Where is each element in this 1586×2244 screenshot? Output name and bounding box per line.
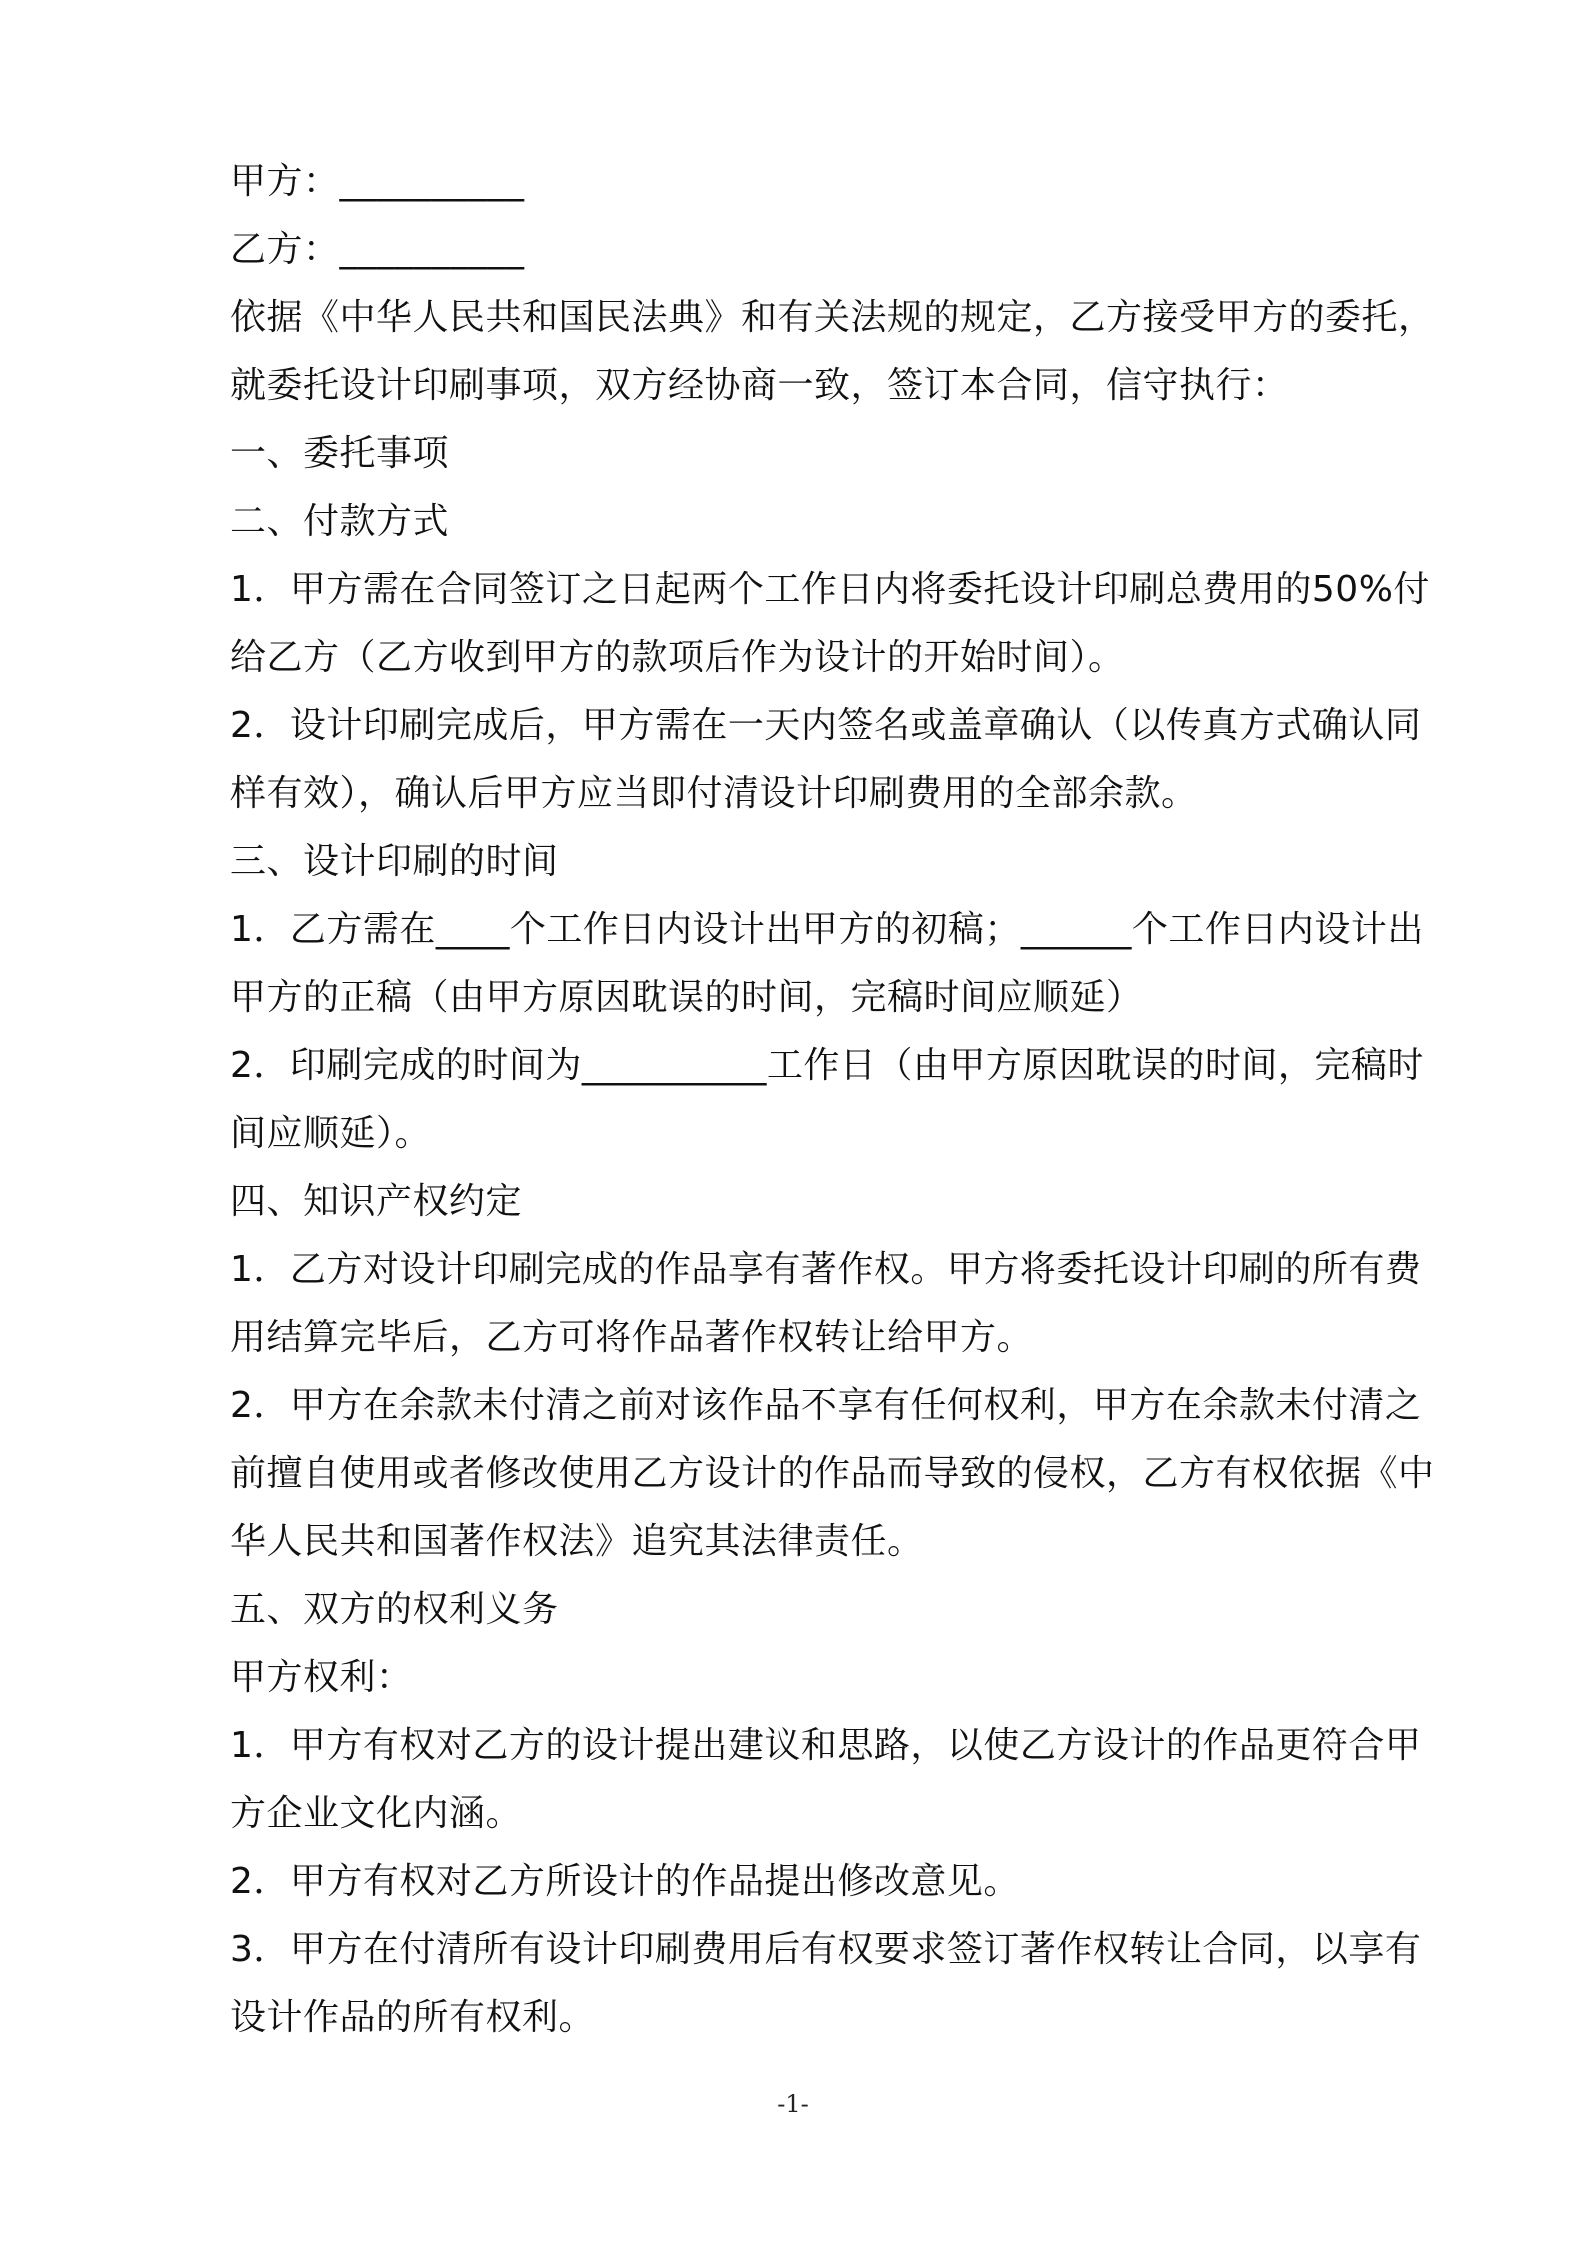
section-heading: 三、设计印刷的时间 [230, 841, 559, 882]
clause-line: 间应顺延）。 [230, 1113, 432, 1154]
clause-line: 2．甲方有权对乙方所设计的作品提出修改意见。 [230, 1861, 1020, 1902]
subsection-heading: 甲方权利： [230, 1657, 413, 1698]
page-number: -1- [777, 2090, 809, 2118]
section-heading: 四、知识产权约定 [230, 1181, 523, 1222]
clause-line: 用结算完毕后，乙方可将作品著作权转让给甲方。 [230, 1317, 1034, 1358]
party-b-line: 乙方：__________ [230, 229, 525, 270]
clause-line: 样有效），确认后甲方应当即付清设计印刷费用的全部余款。 [230, 773, 1198, 814]
clause-line: 给乙方（乙方收到甲方的款项后作为设计的开始时间）。 [230, 637, 1125, 678]
clause-line: 2．印刷完成的时间为__________工作日（由甲方原因耽误的时间，完稿时 [230, 1045, 1424, 1086]
clause-line: 1．甲方有权对乙方的设计提出建议和思路，以使乙方设计的作品更符合甲 [230, 1725, 1422, 1766]
clause-line: 1．甲方需在合同签订之日起两个工作日内将委托设计印刷总费用的50%付 [230, 569, 1430, 610]
clause-line: 甲方的正稿（由甲方原因耽误的时间，完稿时间应顺延） [230, 977, 1143, 1018]
preamble-line: 依据《中华人民共和国民法典》和有关法规的规定，乙方接受甲方的委托， [230, 297, 1435, 338]
section-heading: 一、委托事项 [230, 433, 450, 474]
clause-line: 方企业文化内涵。 [230, 1793, 523, 1834]
clause-line: 前擅自使用或者修改使用乙方设计的作品而导致的侵权，乙方有权依据《中 [230, 1453, 1435, 1494]
party-a-line: 甲方：__________ [230, 161, 525, 202]
clause-line: 设计作品的所有权利。 [230, 1997, 596, 2038]
clause-line: 2．甲方在余款未付清之前对该作品不享有任何权利，甲方在余款未付清之 [230, 1385, 1422, 1426]
clause-line: 2．设计印刷完成后，甲方需在一天内签名或盖章确认（以传真方式确认同 [230, 705, 1422, 746]
section-heading: 五、双方的权利义务 [230, 1589, 559, 1630]
clause-line: 3．甲方在付清所有设计印刷费用后有权要求签订著作权转让合同，以享有 [230, 1929, 1422, 1970]
clause-line: 1．乙方对设计印刷完成的作品享有著作权。甲方将委托设计印刷的所有费 [230, 1249, 1422, 1290]
clause-line: 1．乙方需在____个工作日内设计出甲方的初稿；______个工作日内设计出 [230, 909, 1424, 950]
preamble-line: 就委托设计印刷事项，双方经协商一致，签订本合同，信守执行： [230, 365, 1289, 406]
contract-body [230, 148, 1445, 2052]
section-heading: 二、付款方式 [230, 501, 450, 542]
clause-line: 华人民共和国著作权法》追究其法律责任。 [230, 1521, 924, 1562]
